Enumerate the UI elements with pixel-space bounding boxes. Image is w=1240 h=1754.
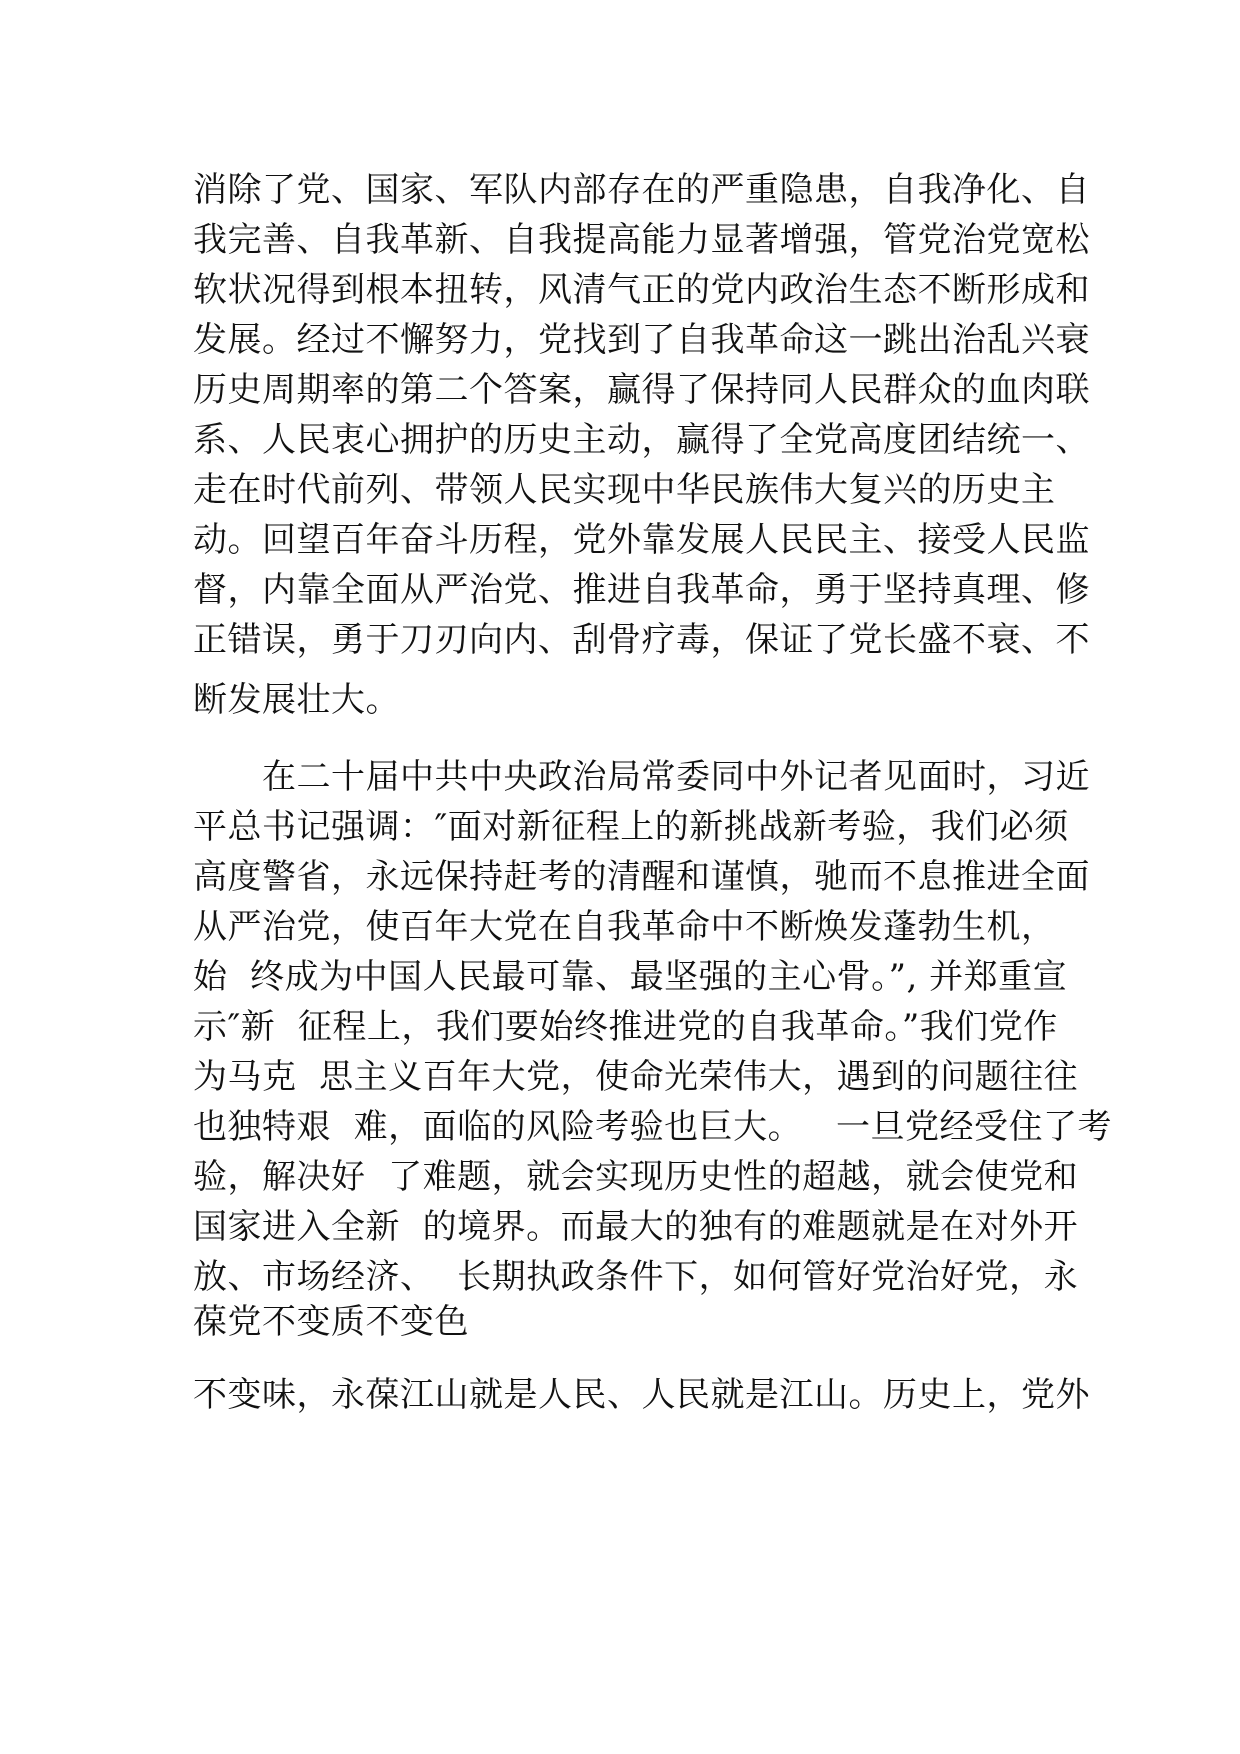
text-line: 始 终成为中国人民最可靠、最坚强的主心骨。”, 并郑重宣 — [193, 957, 1068, 997]
text-line: 葆党不变质不变色 — [193, 1302, 469, 1342]
text-line: 为马克 思主义百年大党，使命光荣伟大，遇到的问题往往 — [193, 1057, 1079, 1097]
text-line: 平总书记强调：″面对新征程上的新挑战新考验，我们必须 — [193, 807, 1069, 847]
text-line: 断发展壮大。 — [193, 680, 400, 720]
text-line: 督，内靠全面从严治党、推进自我革命，勇于坚持真理、修 — [193, 570, 1090, 610]
text-line: 发展。经过不懈努力，党找到了自我革命这一跳出治乱兴衰 — [193, 320, 1090, 360]
text-line: 示″新 征程上，我们要始终推进党的自我革命。”我们党作 — [193, 1007, 1058, 1047]
text-line: 国家进入全新 的境界。而最大的独有的难题就是在对外开 — [193, 1207, 1079, 1247]
text-line: 验，解决好 了难题，就会实现历史性的超越，就会使党和 — [193, 1157, 1079, 1197]
text-line: 我完善、自我革新、自我提高能力显著增强，管党治党宽松 — [193, 220, 1090, 260]
text-line: 不变味，永葆江山就是人民、人民就是江山。历史上，党外 — [193, 1375, 1090, 1415]
text-line: 系、人民衷心拥护的历史主动，赢得了全党高度团结统一、 — [193, 420, 1090, 460]
text-line: 也独特艰 难，面临的风险考验也巨大。 一旦党经受住了考 — [193, 1107, 1113, 1147]
text-line: 软状况得到根本扭转，风清气正的党内政治生态不断形成和 — [193, 270, 1090, 310]
text-line: 放、市场经济、 长期执政条件下，如何管好党治好党，永 — [193, 1257, 1079, 1297]
text-line: 动。回望百年奋斗历程，党外靠发展人民民主、接受人民监 — [193, 520, 1090, 560]
text-line: 走在时代前列、带领人民实现中华民族伟大复兴的历史主 — [193, 470, 1056, 510]
text-line: 消除了党、国家、军队内部存在的严重隐患，自我净化、自 — [193, 170, 1090, 210]
text-line: 高度警省，永远保持赶考的清醒和谨慎，驰而不息推进全面 — [193, 857, 1090, 897]
text-line: 在二十届中共中央政治局常委同中外记者见面时，习近 — [193, 757, 1090, 797]
text-line: 历史周期率的第二个答案，赢得了保持同人民群众的血肉联 — [193, 370, 1090, 410]
text-line: 从严治党，使百年大党在自我革命中不断焕发蓬勃生机， — [193, 907, 1056, 947]
text-line: 正错误，勇于刀刃向内、刮骨疗毒，保证了党长盛不衰、不 — [193, 620, 1090, 660]
